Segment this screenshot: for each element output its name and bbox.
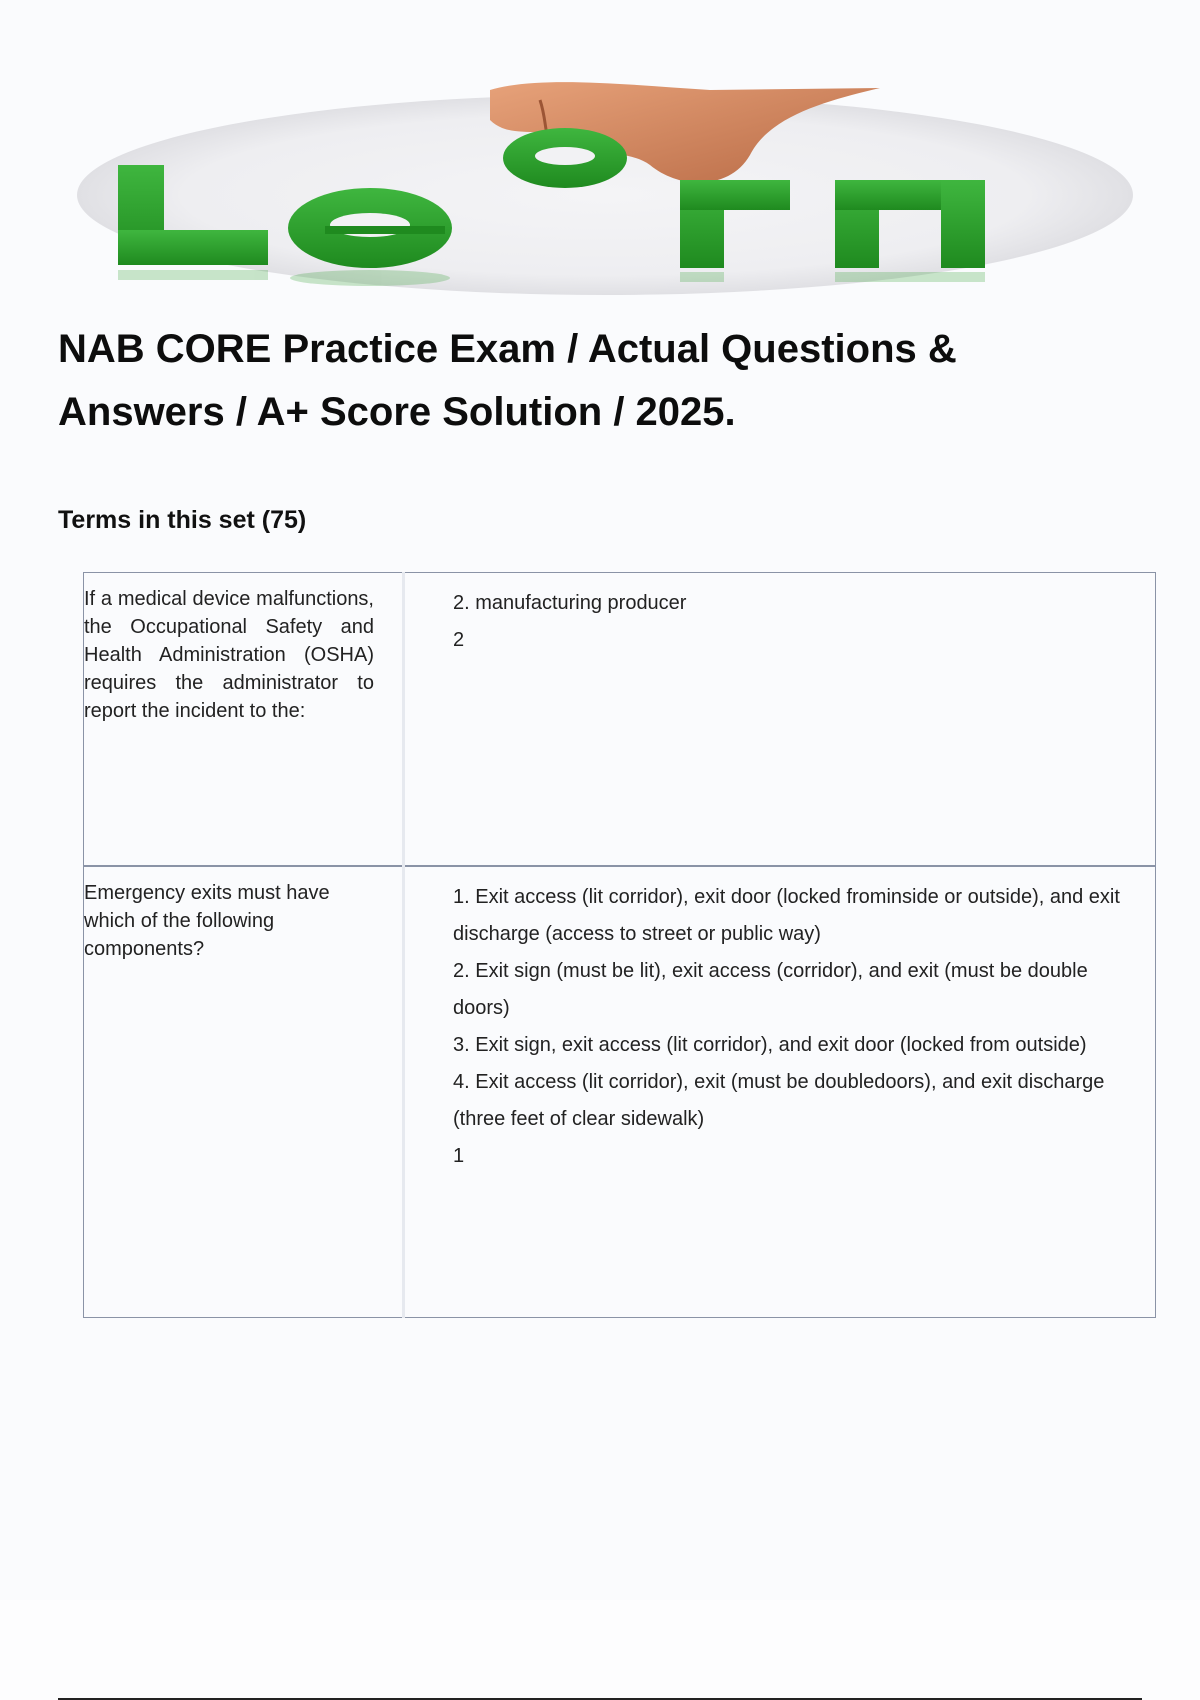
answer-cell [404,573,1156,867]
correct-answer: 2 [453,629,465,651]
correct-answer: 1 [453,1145,465,1167]
answer-option: 2. Exit sign (must be lit), exit access (corridor), and exit (must be double doors) [453,960,1088,1019]
answer-option: 4. Exit access (lit corridor), exit (must be doubledoors), and exit discharge (three feet of clear sidewalk) [453,1071,1105,1130]
terms-count-heading: Terms in this set (75) [58,506,307,534]
flashcard-table [83,572,1156,1318]
question-cell [84,866,404,1318]
answer-option: 2. manufacturing producer [453,592,687,614]
answer-option: 3. Exit sign, exit access (lit corridor), and exit door (locked from outside) [453,1034,1087,1056]
page-bottom [0,1600,1200,1700]
answer-cell [404,866,1156,1318]
table-row [84,573,1156,867]
question-text: Emergency exits must have which of the following components? [84,882,330,960]
question-text: If a medical device malfunctions, the Occupational Safety and Health Administration (OSHA) requires the administrator to report the incident to the: [84,588,374,722]
page-title: NAB CORE Practice Exam / Actual Questions & Answers / A+ Score Solution / 2025. [58,327,957,434]
learn-logo [70,60,1140,300]
table-row [84,866,1156,1318]
question-cell [84,573,404,867]
answer-option: 1. Exit access (lit corridor), exit door (locked frominside or outside), and exit discharge (access to street or public way) [453,886,1120,945]
